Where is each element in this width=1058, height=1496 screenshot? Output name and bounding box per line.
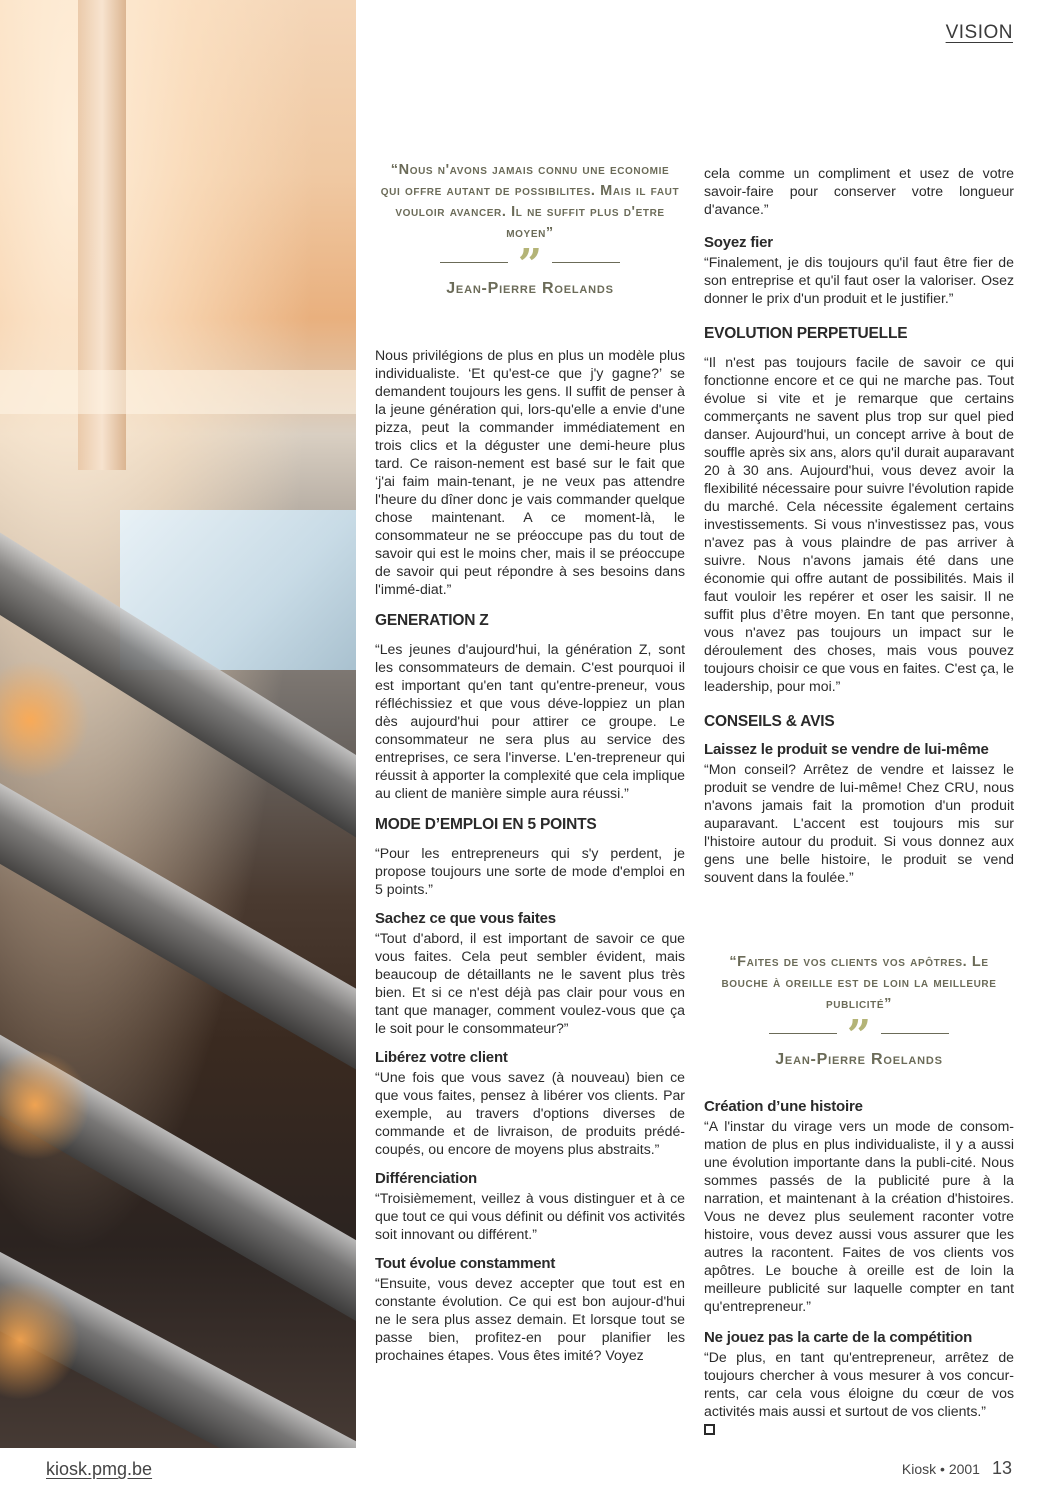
footer-info — [902, 1458, 1012, 1479]
section-heading: EVOLUTION PERPETUELLE — [704, 325, 908, 342]
paragraph: “Troisièmement, veillez à vous distinguer et à ce que tout ce qui vous définit ou définit vos activités soit innovant ou différent.” — [375, 1190, 685, 1242]
subheading: Tout évolue constamment — [375, 1255, 556, 1272]
paragraph: “Il n'est pas toujours facile de savoir ce qui fonctionne encore et ce qui ne marche pas. Tout évolue si vite et je remarque que certains commerçants ne savent plus trop sur quel pied danser. Aujourd'hui, un concept arrive à bout de souffle après six ans, alors qu'il durait auparavant 20 à 30 ans. Aujourd'hui, vous devez avoir la flexibilité nécessaire pour suivre l'évolution rapide du marché. Cela nécessite également certains investissements. Si vous n'investissez pas, vous n'avez pas à vous plaindre de pas arriver à suivre. Nous n'avons jamais été dans une économie qui offre autant de possibilités. Mais il faut vouloir les repérer et oser les saisir. Il ne suffit plus d’être moyen. En tant que personne, vous n'avez pas toujours un impact sur le déroulement des choses, mais vous pouvez toujours choisir ce que vous en faites. C'est ça, le leadership, pour moi.” — [704, 354, 1014, 694]
paragraph: “De plus, en tant qu'entrepreneur, arrêtez de toujours chercher à vous mesurer à vos concur-rents, car cela vous éloigne du cœur de vos activités mais aussi et surtout de vos clients.” — [704, 1349, 1014, 1419]
paragraph: “A l'instar du virage vers un mode de consom-mation de plus en plus individualiste, il y a aussi une évolution importante dans la publi-cité. Nous sommes passés de la publicité pure à la narration, et maintenant à la création d'histoires. Vous ne devez plus seulement raconter votre histoire, vous devez aussi vous assurer que les autres la racontent. Faites de vos clients vos apôtres. Le bouche à oreille est de loin la meilleure publicité sur laquelle compter en tant qu'entrepreneur.” — [704, 1118, 1014, 1314]
article-column-right-lower — [704, 1090, 1014, 1438]
paragraph: “Finalement, je dis toujours qu'il faut être fier de son entreprise et qu'il faut oser la valoriser. Osez donner le prix d'un produit et le justifier.” — [704, 254, 1014, 306]
subheading: Création d’une histoire — [704, 1098, 863, 1115]
paragraph: “Tout d'abord, il est important de savoir ce que vous faites. Cela peut sembler évident, mais beaucoup de détaillants ne le savent plus très bien. Et si ce n'est déjà pas clair pour vous en tant que manager, comment voulez-vous que ça le soit pour le consommateur?” — [375, 930, 685, 1036]
pull-quote — [380, 160, 680, 298]
subheading: Soyez fier — [704, 234, 773, 251]
pull-quote — [704, 952, 1014, 1069]
quote-author: Jean-Pierre Roelands — [775, 1051, 943, 1068]
pull-quote-text: “Nous n'avons jamais connu une economie qui offre autant de possibilites. Mais il faut vouloir avancer. Il ne suffit plus d'etre moyen” — [380, 162, 680, 241]
photo-banner — [0, 370, 356, 414]
paragraph: cela comme un compliment et usez de votre savoir-faire pour conserver votre longueur d'avance.” — [704, 165, 1014, 217]
intro-paragraph: Nous privilégions de plus en plus un modèle plus individualiste. ‘Et qu'est-ce que j'y gagne?’ se demandent toujours les gens. Il suffit de penser à la jeune génération qui, lors-qu'elle a envie d'une pizza, peut la commander immédiatement en trois clics et la déguster une demi-heure plus tard. Ce raison-nement est basé sur le fait que ‘j'ai faim main-tenant, je ne veux pas attendre l'heure du dîner donc je vais commander quelque chose maintenant. A ce moment-là, le consommateur ne se préoccupe pas du tout de savoir qui est le moins cher, mais il se préoccupe de savoir qui peut répondre à ses besoins dans l'immé-diat.” — [375, 347, 685, 597]
article-column-left — [375, 346, 685, 1364]
paragraph: “Ensuite, vous devez accepter que tout est en constante évolution. Ce qui est bon aujour-d'hui ne le sera plus assez demain. Et lorsque tout se passe bien, profitez-en pour planifier les prochaines étapes. Vous êtes imité? Voyez — [375, 1275, 685, 1363]
footer-url-link[interactable]: kiosk.pmg.be — [46, 1459, 153, 1479]
end-mark-icon — [704, 1424, 715, 1435]
paragraph: “Une fois que vous savez (à nouveau) bien ce que vous faites, pensez à libérer vos clients. Par exemple, au travers d'options diverses de commande et de livraison, de produits prédé-coupés, ou encore de moyens plus abstraits.” — [375, 1069, 685, 1157]
paragraph: “Les jeunes d'aujourd'hui, la génération Z, sont les consommateurs de demain. C'est pourquoi il est important qu'en tant qu'entre-preneur, vous réfléchissiez et que vous déve-loppiez un plan dès aujourd'hui pour attirer ce groupe. Le consommateur ne sera plus au service des entreprises, ce sera l'inverse. L'en-trepreneur qui réussit à apporter la complexité que cela implique au client de manière simple aura réussi.” — [375, 641, 685, 801]
quote-mark-icon: ” — [846, 1011, 872, 1060]
quote-author: Jean-Pierre Roelands — [446, 280, 614, 297]
subheading: Différenciation — [375, 1170, 478, 1187]
subheading: Ne jouez pas la carte de la compétition — [704, 1329, 973, 1346]
pull-quote-text: “Faites de vos clients vos apôtres. Le bouche à oreille est de loin la meilleure publicité” — [721, 954, 997, 1012]
subheading: Sachez ce que vous faites — [375, 910, 556, 927]
photo-escalator — [0, 760, 356, 1101]
section-label[interactable]: VISION — [945, 22, 1013, 43]
section-heading: MODE D’EMPLOI EN 5 POINTS — [375, 816, 597, 833]
page-number: 13 — [991, 1458, 1012, 1478]
photo-light — [0, 660, 90, 780]
footer-issue: Kiosk • 2001 — [901, 1461, 980, 1477]
paragraph: “Mon conseil? Arrêtez de vendre et laissez le produit se vendre de lui-même! Chez CRU, nous n'avons jamais fait la promotion d'un produit auparavant. L'accent est toujours mis sur l'histoire autour du produit. Si vous donnez aux gens une belle histoire, le produit se vend souvent dans la foulée.” — [704, 761, 1014, 885]
section-heading: CONSEILS & AVIS — [704, 713, 835, 730]
paragraph: “Pour les entrepreneurs qui s'y perdent, je propose toujours une sorte de mode d'emploi en 5 points.” — [375, 845, 685, 897]
escalator-photo — [0, 0, 356, 1448]
quote-mark-icon: ” — [517, 240, 543, 289]
subheading: Laissez le produit se vendre de lui-même — [704, 741, 989, 758]
article-column-right — [704, 164, 1014, 886]
section-heading: GENERATION Z — [375, 612, 489, 629]
subheading: Libérez votre client — [375, 1049, 508, 1066]
